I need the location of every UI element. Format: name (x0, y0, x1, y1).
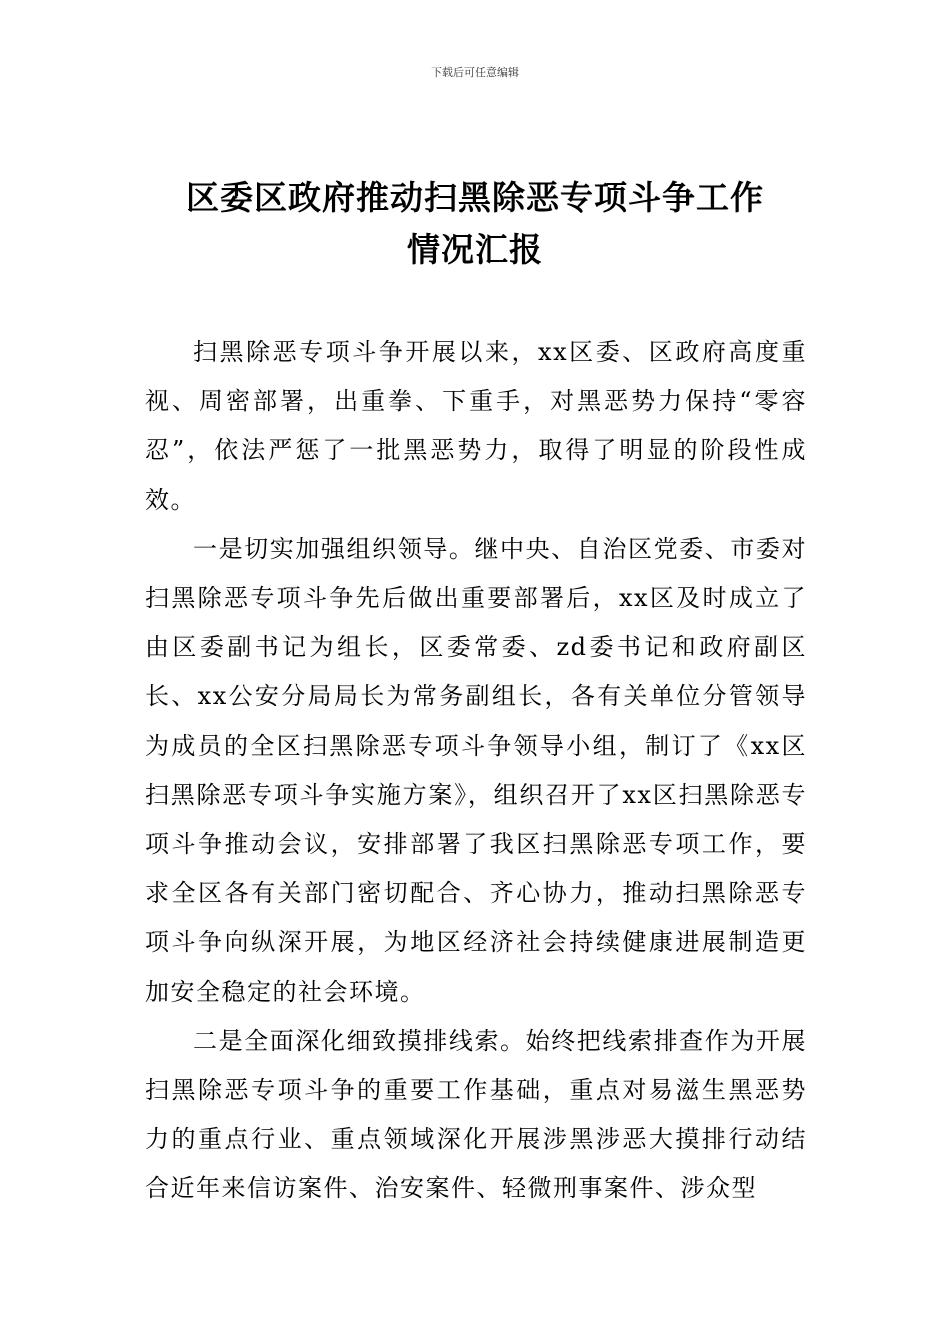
document-title (120, 172, 830, 276)
paragraph-clue-investigation: 二是全面深化细致摸排线索。始终把线索排查作为开展扫黑除恶专项斗争的重要工作基础，重点对易滋生黑恶势力的重点行业、重点领域深化开展涉黑涉恶大摸排行动结合近年来信访案件、治安案件、轻微刑事案件、涉众型 (145, 1026, 807, 1203)
document-body (145, 328, 807, 1214)
document-title-line-1: 区委区政府推动扫黑除恶专项斗争工作 (186, 178, 764, 217)
paragraph-intro: 扫黑除恶专项斗争开展以来，xx区委、区政府高度重视、周密部署，出重拳、下重手，对黑恶势力保持“零容忍”，依法严惩了一批黑恶势力，取得了明显的阶段性成效。 (145, 338, 807, 514)
document-title-line-2: 情况汇报 (407, 230, 543, 269)
paragraph-organization-leadership: 一是切实加强组织领导。继中央、自治区党委、市委对扫黑除恶专项斗争先后做出重要部署后，xx区及时成立了由区委副书记为组长，区委常委、zd委书记和政府副区长、xx公安分局局长为常务副组长，各有关单位分管领导为成员的全区扫黑除恶专项斗争领导小组，制订了《xx区扫黑除恶专项斗争实施方案》，组织召开了xx区扫黑除恶专项斗争推动会议，安排部署了我区扫黑除恶专项工作，要求全区各有关部门密切配合、齐心协力，推动扫黑除恶专项斗争向纵深开展，为地区经济社会持续健康进展制造更加安全稳定的社会环境。 (145, 534, 807, 1006)
page-header-note: 下载后可任意编辑 (431, 66, 519, 79)
